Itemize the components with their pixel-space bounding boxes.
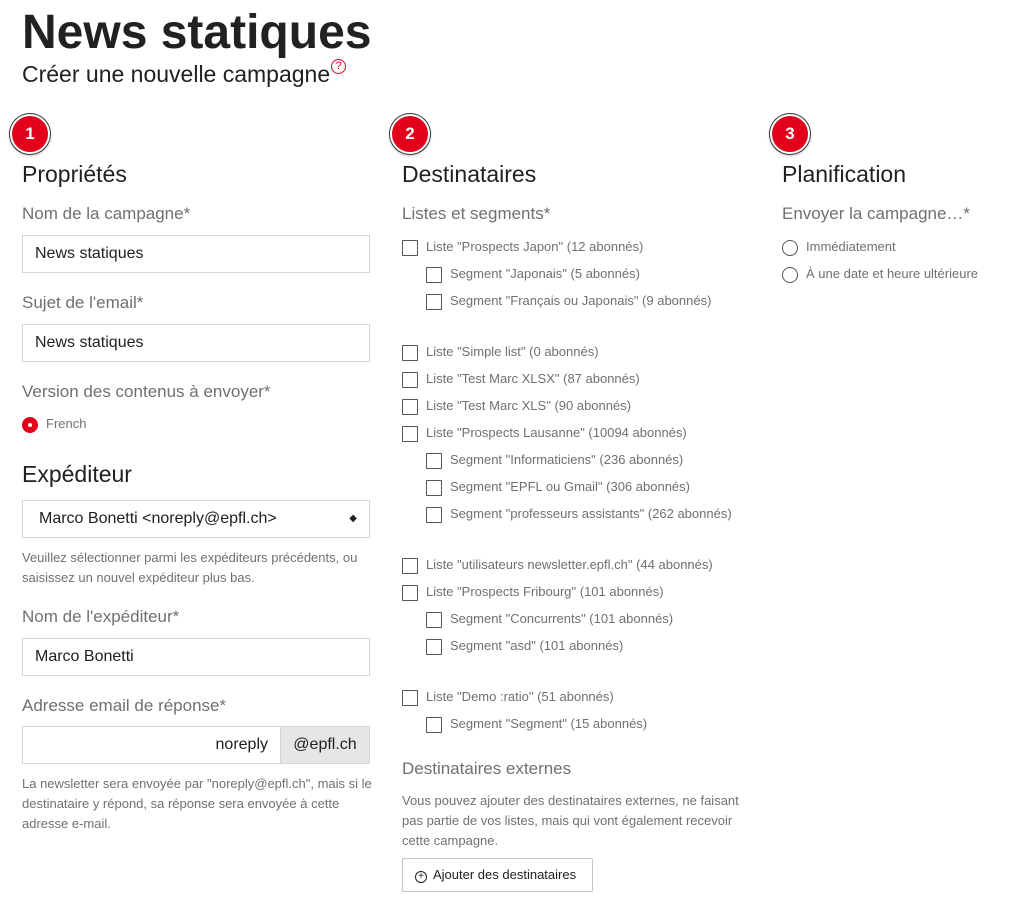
page-subtitle-text: Créer une nouvelle campagne [22,61,331,87]
sender-select-value: Marco Bonetti <noreply@epfl.ch> [39,510,277,527]
version-french-label: French [46,416,87,431]
segment-label: Segment "Segment" (15 abonnés) [450,716,648,731]
send-when-label: Envoyer la campagne…* [782,204,971,223]
recipients-title: Destinataires [402,161,537,187]
lists-label: Listes et segments* [402,204,551,223]
list-label: Liste "Prospects Lausanne" (10094 abonnés) [426,425,687,440]
segment-checkbox[interactable] [426,453,442,469]
external-recipients-help: Vous pouvez ajouter des destinataires externes, ne faisant pas partie de vos listes, mais qui vont également recevoir cette campagne. [402,793,739,848]
list-checkbox[interactable] [402,372,418,388]
segment-checkbox[interactable] [426,480,442,496]
list-checkbox[interactable] [402,426,418,442]
list-checkbox[interactable] [402,558,418,574]
page-title: News statiques [22,6,372,59]
list-label: Liste "Prospects Japon" (12 abonnés) [426,239,644,254]
reply-email-help: La newsletter sera envoyée par "noreply@epfl.ch", mais si le destinataire y répond, sa réponse sera envoyée à cette adresse e-mail. [22,776,372,831]
list-checkbox[interactable] [402,399,418,415]
sender-select[interactable] [22,500,370,538]
list-label: Liste "Demo :ratio" (51 abonnés) [426,689,614,704]
planning-title: Planification [782,161,907,187]
list-label: Liste "Test Marc XLS" (90 abonnés) [426,398,632,413]
segment-checkbox[interactable] [426,612,442,628]
list-checkbox[interactable] [402,345,418,361]
list-checkbox[interactable] [402,240,418,256]
segment-label: Segment "Français ou Japonais" (9 abonnés) [450,293,712,308]
segment-checkbox[interactable] [426,507,442,523]
list-label: Liste "Simple list" (0 abonnés) [426,344,599,359]
sender-name-label: Nom de l'expéditeur* [22,607,180,626]
segment-label: Segment "Informaticiens" (236 abonnés) [450,452,684,467]
sender-name-input[interactable]: Marco Bonetti [22,638,370,676]
page-subtitle [22,60,346,88]
sender-select-help: Veuillez sélectionner parmi les expéditeurs précédents, ou saisissez un nouvel expéditeur plus bas. [22,550,358,585]
external-recipients-title: Destinataires externes [402,759,572,778]
segment-checkbox[interactable] [426,294,442,310]
subject-label: Sujet de l'email* [22,293,144,312]
segment-label: Segment "Concurrents" (101 abonnés) [450,611,674,626]
list-label: Liste "Test Marc XLSX" (87 abonnés) [426,371,640,386]
segment-checkbox[interactable] [426,717,442,733]
reply-email-group [22,726,370,764]
segment-label: Segment "EPFL ou Gmail" (306 abonnés) [450,479,690,494]
step-3-badge: 3 [770,114,810,154]
reply-email-label: Adresse email de réponse* [22,696,227,715]
list-label: Liste "Prospects Fribourg" (101 abonnés) [426,584,664,599]
help-icon[interactable]: ? [331,59,346,74]
send-now-label: Immédiatement [806,239,896,254]
list-checkbox[interactable] [402,690,418,706]
add-recipients-button[interactable] [402,858,593,892]
version-label: Version des contenus à envoyer* [22,382,271,401]
reply-email-input[interactable]: noreply [22,726,281,764]
segment-label: Segment "Japonais" (5 abonnés) [450,266,640,281]
segment-checkbox[interactable] [426,639,442,655]
properties-title: Propriétés [22,161,127,187]
step-2-badge: 2 [390,114,430,154]
sender-title: Expéditeur [22,461,132,487]
send-now-radio[interactable] [782,240,798,256]
version-french-radio[interactable] [22,417,38,433]
send-later-label: À une date et heure ultérieure [806,266,979,281]
campaign-name-input[interactable]: News statiques [22,235,370,273]
list-checkbox[interactable] [402,585,418,601]
reply-email-domain: @epfl.ch [281,726,370,764]
campaign-name-label: Nom de la campagne* [22,204,191,223]
segment-label: Segment "professeurs assistants" (262 abonnés) [450,506,732,521]
add-recipients-label: Ajouter des destinataires [433,867,577,882]
plus-circle-icon: + [415,871,427,883]
step-1-badge: 1 [10,114,50,154]
segment-label: Segment "asd" (101 abonnés) [450,638,624,653]
send-later-radio[interactable] [782,267,798,283]
select-caret-icon: ◆ [349,513,357,524]
segment-checkbox[interactable] [426,267,442,283]
subject-input[interactable]: News statiques [22,324,370,362]
list-label: Liste "utilisateurs newsletter.epfl.ch" (44 abonnés) [426,557,713,572]
